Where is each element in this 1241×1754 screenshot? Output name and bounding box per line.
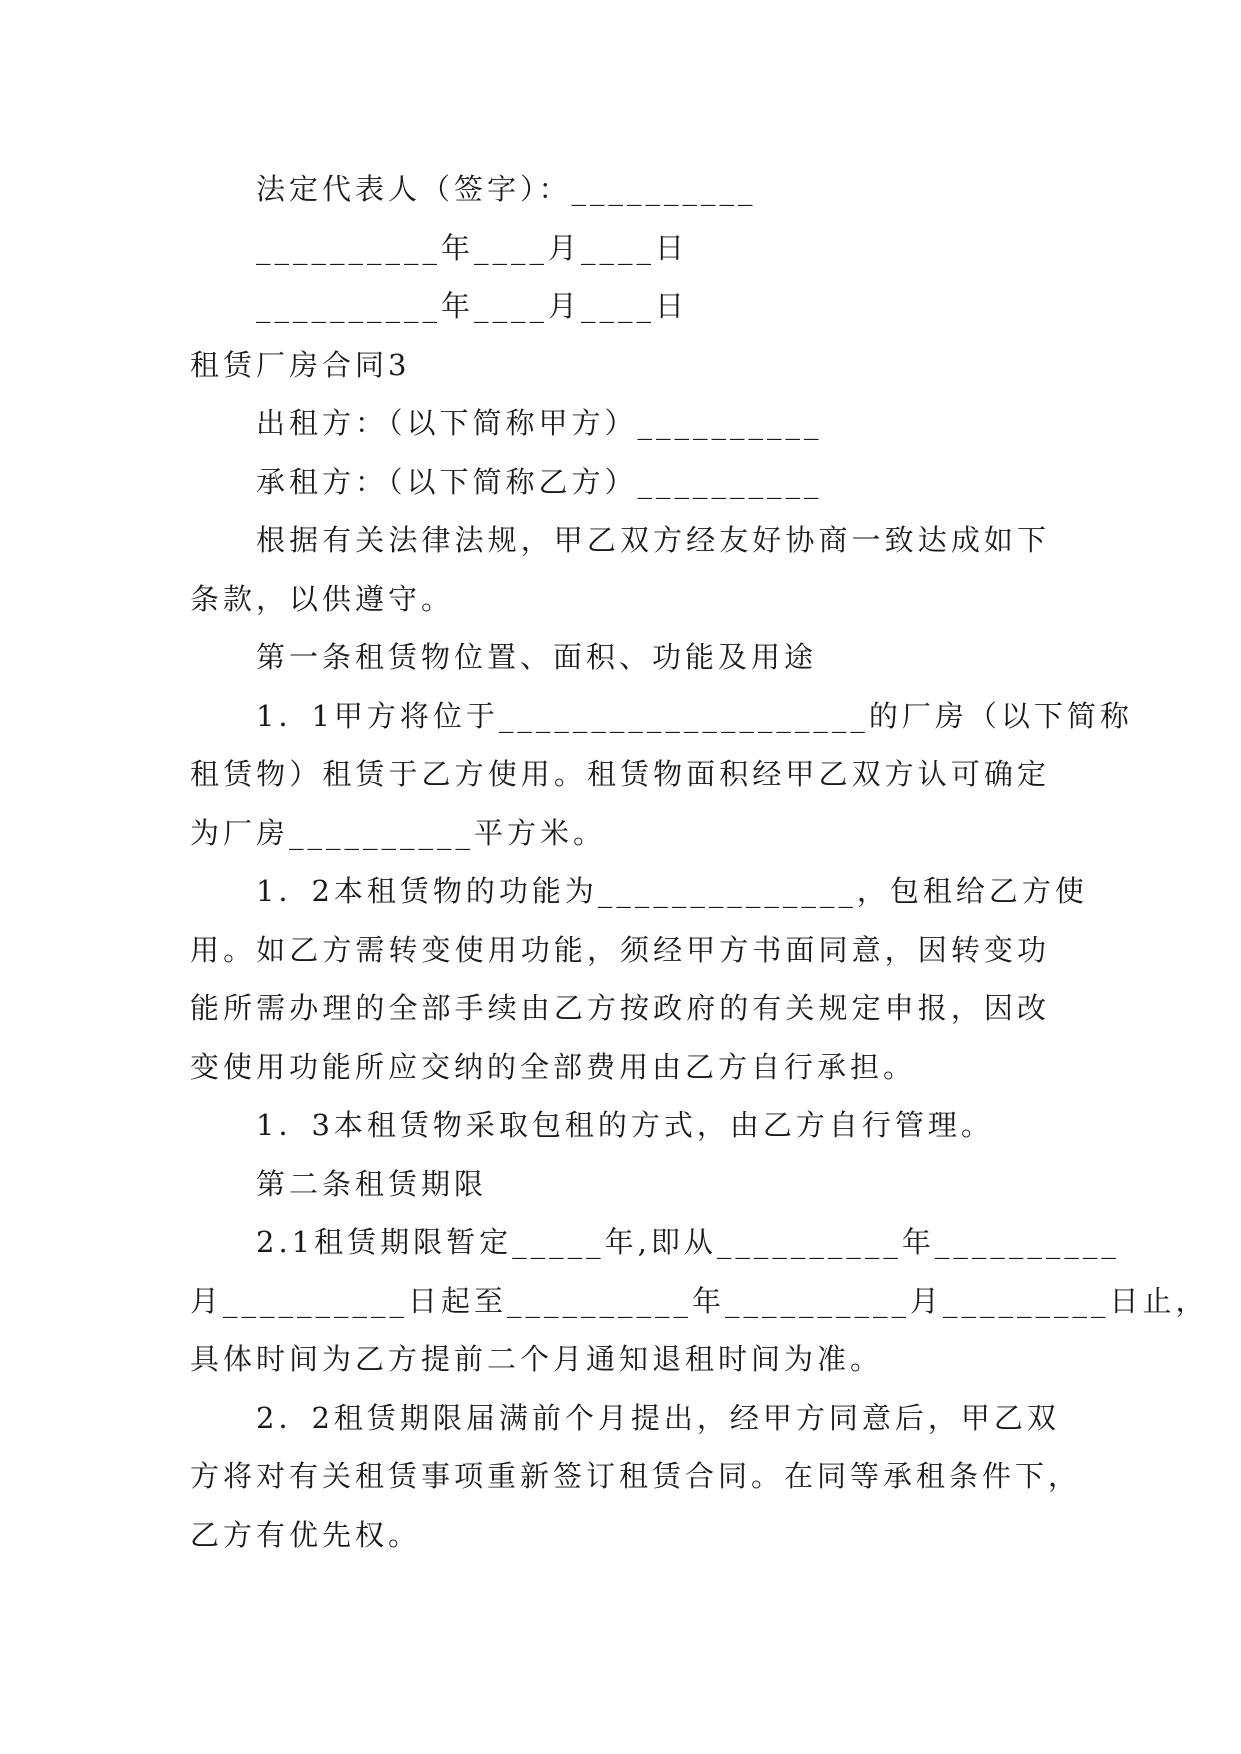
- date-line: __________年____月____日: [256, 230, 689, 265]
- clause-line: 为厂房__________平方米。: [190, 815, 607, 850]
- article-heading-2: 第二条租赁期限: [256, 1166, 488, 1201]
- clause-line: 租赁物）租赁于乙方使用。租赁物面积经甲乙双方认可确定: [190, 757, 1050, 791]
- clause-line: 用。如乙方需转变使用功能，须经甲方书面同意，因转变功: [190, 932, 1050, 967]
- preamble-line: 条款，以供遵守。: [190, 581, 455, 616]
- clause-line: 具体时间为乙方提前二个月通知退租时间为准。: [190, 1342, 884, 1376]
- clause-line: 1．3本租赁物采取包租的方式，由乙方自行管理。: [256, 1108, 994, 1142]
- clause-line: 方将对有关租赁事项重新签订租赁合同。在同等承租条件下，: [190, 1459, 1082, 1493]
- party-lessee: 承租方：（以下简称乙方）__________: [256, 464, 823, 499]
- contract-title: 租赁厂房合同3: [190, 347, 411, 382]
- clause-line: 1．1甲方将位于____________________的厂房（以下简称: [256, 698, 1133, 733]
- party-lessor: 出租方：（以下简称甲方）__________: [256, 406, 823, 440]
- clause-line: 能所需办理的全部手续由乙方按政府的有关规定申报，因改: [190, 991, 1050, 1025]
- signature-line-legal-rep: 法定代表人（签字）：__________: [256, 172, 757, 206]
- document-page: [190, 160, 1209, 1564]
- preamble-line: 根据有关法律法规，甲乙双方经友好协商一致达成如下: [256, 523, 1050, 557]
- clause-line: 变使用功能所应交纳的全部费用由乙方自行承担。: [190, 1049, 917, 1084]
- clause-line: 2．2租赁期限届满前个月提出，经甲方同意后，甲乙双: [256, 1400, 1060, 1435]
- clause-line: 乙方有优先权。: [190, 1517, 422, 1552]
- date-line: __________年____月____日: [256, 289, 689, 323]
- article-heading-1: 第一条租赁物位置、面积、功能及用途: [256, 640, 818, 674]
- clause-line: 2.1租赁期限暂定_____年,即从__________年__________: [256, 1225, 1120, 1259]
- clause-line: 月__________日起至__________年__________月_________日止，: [190, 1283, 1209, 1318]
- clause-line: 1．2本租赁物的功能为______________，包租给乙方使: [256, 874, 1088, 908]
